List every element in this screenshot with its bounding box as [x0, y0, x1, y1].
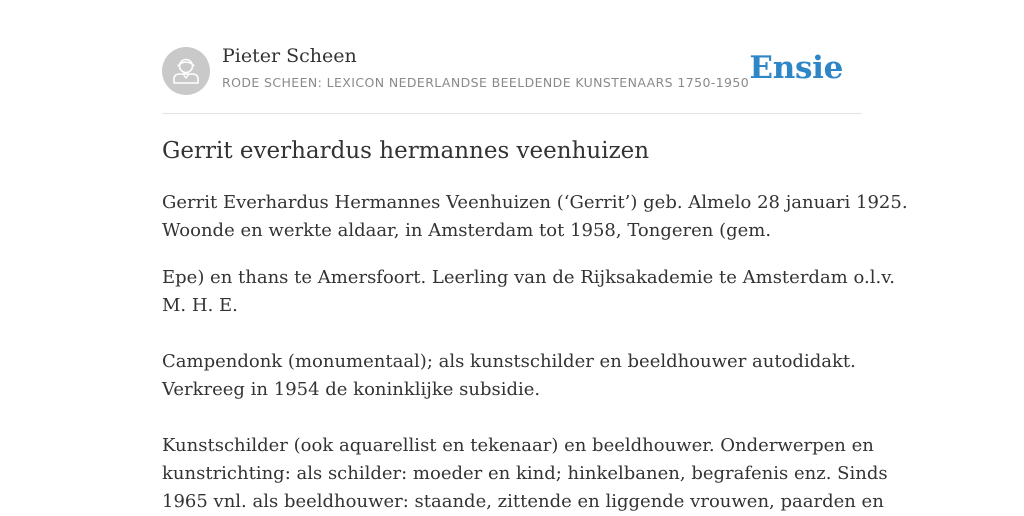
author-name-link[interactable]: Pieter Scheen	[222, 45, 357, 67]
article-body	[162, 189, 908, 516]
paragraph-line: 1965 vnl. als beeldhouwer: staande, zittende en liggende vrouwen, paarden en	[162, 491, 884, 512]
paragraph-line: Woonde en werkte aldaar, in Amsterdam tot 1958, Tongeren (gem.	[162, 220, 772, 241]
paragraph-line: Verkreeg in 1954 de koninklijke subsidie.	[162, 379, 541, 400]
page-container	[162, 0, 908, 512]
author-avatar[interactable]	[162, 47, 210, 95]
article-paragraph	[162, 348, 862, 404]
paragraph-line: Campendonk (monumentaal); als kunstschilder en beeldhouwer autodidakt.	[162, 351, 856, 372]
paragraph-line: Epe) en thans te Amersfoort. Leerling van de Rijksakademie te Amsterdam o.l.v.	[162, 267, 895, 288]
author-header	[162, 0, 862, 114]
paragraph-line: kunstrichting: als schilder: moeder en kind; hinkelbanen, begrafenis enz. Sinds	[162, 463, 888, 484]
article-paragraph	[162, 189, 908, 245]
article-title: Gerrit everhardus hermannes veenhuizen	[162, 138, 650, 164]
article-paragraph	[162, 264, 895, 320]
author-source: RODE SCHEEN: LEXICON NEDERLANDSE BEELDENDE KUNSTENAARS 1750-1950	[222, 75, 750, 90]
ensie-logo[interactable]: Ensie	[749, 50, 843, 86]
paragraph-line: Kunstschilder (ook aquarellist en tekenaar) en beeldhouwer. Onderwerpen en	[162, 435, 874, 456]
paragraph-line: Gerrit Everhardus Hermannes Veenhuizen (‘Gerrit’) geb. Almelo 28 januari 1925.	[162, 192, 908, 213]
article-paragraph	[162, 432, 888, 516]
user-icon	[162, 47, 210, 95]
paragraph-line: M. H. E.	[162, 295, 238, 316]
